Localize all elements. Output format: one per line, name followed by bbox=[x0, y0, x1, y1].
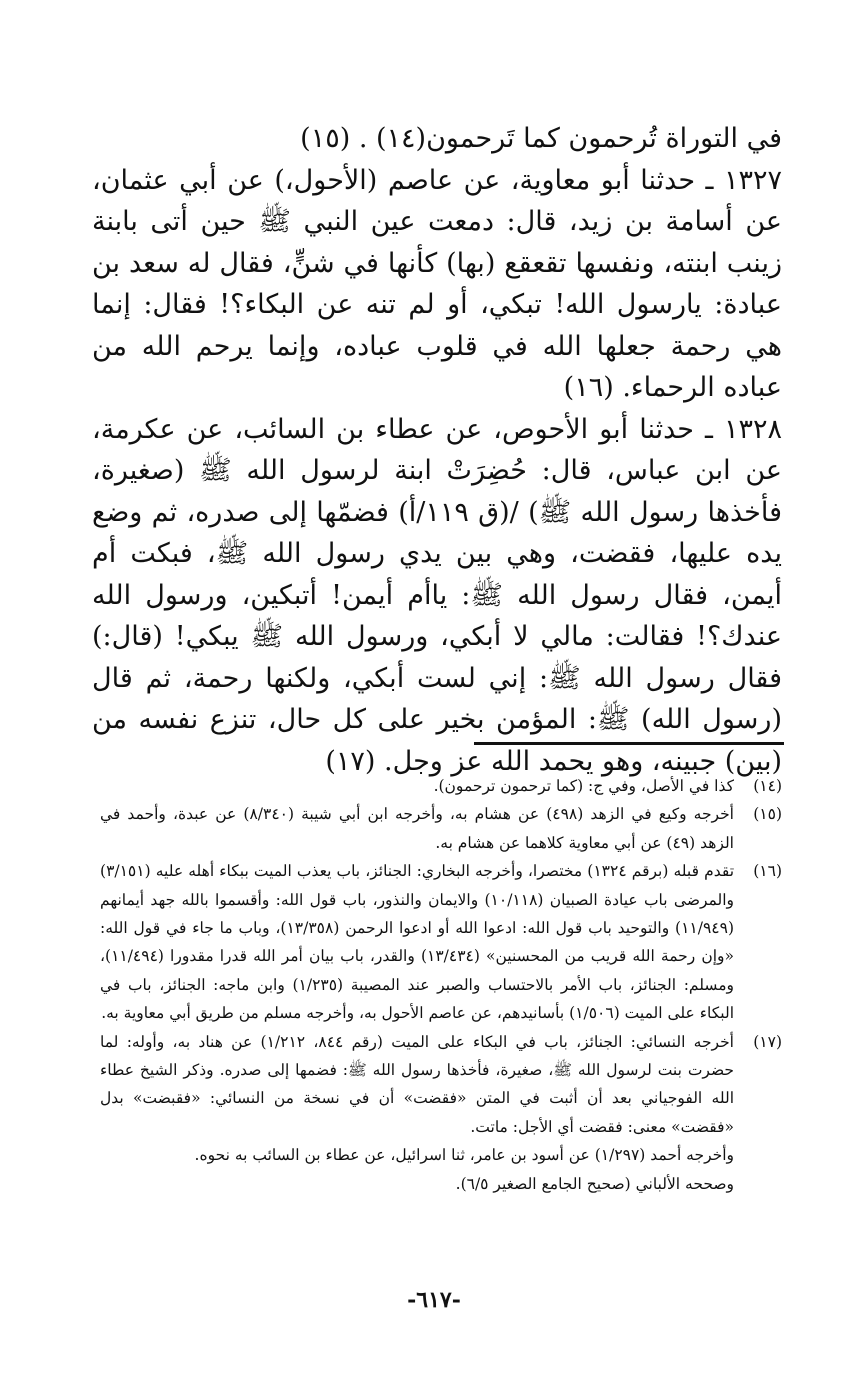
footnote-17 bbox=[100, 1028, 782, 1198]
paragraph-hadith-1327: ١٣٢٧ ـ حدثنا أبو معاوية، عن عاصم (الأحول،) عن أبي عثمان، عن أسامة بن زيد، قال: دمعت عين النبي ﷺ حين أتى بابنة زينب ابنته، ونفسها تقعقع (بها) كأنها في شنٍّ، فقال له سعد بن عبادة: يارسول الله! تبكي، أو لم تنه عن البكاء؟! فقال: إنما هي رحمة جعلها الله في قلوب عباده، وإنما يرحم الله من عباده الرحماء. (١٦) bbox=[92, 164, 783, 403]
footnote-line: كذا في الأصل، وفي ج: (كما ترحمون ترحمون). bbox=[433, 777, 734, 795]
footnote-line: وصححه الألباني (صحيح الجامع الصغير ٦/٥). bbox=[455, 1174, 734, 1193]
footnote-body bbox=[100, 857, 734, 1027]
footnote-divider bbox=[474, 742, 784, 745]
footnote-number: (١٤) bbox=[753, 777, 782, 795]
paragraph-hadith-1328: ١٣٢٨ ـ حدثنا أبو الأحوص، عن عطاء بن السائب، عن عكرمة، عن ابن عباس، قال: حُضِرَتْ ابنة لرسول الله ﷺ (صغيرة، فأخذها رسول الله ﷺ) /(ق ١١٩/أ) فضمّها إلى صدره، ثم وضع يده عليها، فقضت، وهي بين يدي رسول الله ﷺ، فبكت أم أيمن، فقال رسول الله ﷺ: ياأم أيمن! أتبكين، ورسول الله عندك؟! فقالت: مالي لا أبكي، ورسول الله ﷺ يبكي! (قال:) فقال رسول الله ﷺ: إني لست أبكي، ولكنها رحمة، ثم قال (رسول الله) ﷺ: المؤمن بخير على كل حال، تنزع نفسه من (بين) جبينه، وهو يحمد الله عز وجل. (١٧) bbox=[92, 413, 782, 777]
footnote-number: (١٥) bbox=[753, 805, 782, 824]
paragraph-continuation: في التوراة تُرحمون كما تَرحمون(١٤) . (١٥) bbox=[300, 123, 782, 154]
footnote-16 bbox=[100, 857, 782, 1027]
footnote-line: تقدم قبله (برقم ١٣٢٤) مختصرا، وأخرجه البخاري: الجنائز، باب يعذب الميت ببكاء أهله عليه (٣/١٥١) والمرضى باب عيادة الصبيان (١٠/١١٨) والايمان والنذور، باب قول الله: وأقسموا بالله جهد أيمانهم (١١/٩٤٩) والتوحيد باب قول الله: ادعوا الله أو ادعوا الرحمن (١٣/٣٥٨)، وباب ما جاء في قول الله: «وإن رحمة الله قريب من المحسنين» (١٣/٤٣٤) والقدر، باب بيان أمر الله قدرا مقدورا (١١/٤٩٤)، ومسلم: الجنائز، باب الأمر بالاحتساب والصبر عند المصيبة (١/٢٣٥) وابن ماجه: الجنائز، باب في البكاء على الميت (١/٥٠٦) بأسانيدهم، عن عاصم الأحول به، وأخرجه مسلم من طريق أبي معاوية به. bbox=[100, 862, 735, 1023]
footnotes bbox=[100, 772, 782, 1198]
footnote-15 bbox=[100, 800, 782, 857]
footnote-line: أخرجه النسائي: الجنائز، باب في البكاء على الميت (رقم ٨٤٤، ١/٢١٢) عن هناد به، وأوله: لما حضرت بنت لرسول الله ﷺ، صغيرة، فأخذها رسول الله ﷺ: فضمها إلى صدره. وذكر الشيخ عطاء الله الفوجياني بعد أن أثبت في المتن «فقضت» أن في نسخة من النسائي: «فقبضت» بدل «فقضت» معنى: فقضت أي الأجل: ماتت. bbox=[100, 1032, 734, 1136]
footnote-14 bbox=[100, 772, 782, 800]
footnote-number: (١٧) bbox=[753, 1032, 782, 1051]
footnote-number: (١٦) bbox=[753, 862, 782, 881]
footnote-line: وأخرجه أحمد (١/٢٩٧) عن أسود بن عامر، ثنا اسرائيل، عن عطاء بن السائب به نحوه. bbox=[194, 1146, 734, 1165]
footnote-body bbox=[100, 1028, 734, 1198]
footnote-line: أخرجه وكيع في الزهد (٤٩٨) عن هشام به، وأخرجه ابن أبي شيبة (٨/٣٤٠) عن عبدة، وأحمد في الزهد (٤٩) عن أبي معاوية كلاهما عن هشام به. bbox=[100, 805, 734, 852]
page-number: -٦١٧- bbox=[407, 1287, 461, 1313]
main-text bbox=[92, 118, 782, 782]
footnote-body bbox=[100, 800, 734, 857]
footnote-body bbox=[100, 772, 734, 800]
